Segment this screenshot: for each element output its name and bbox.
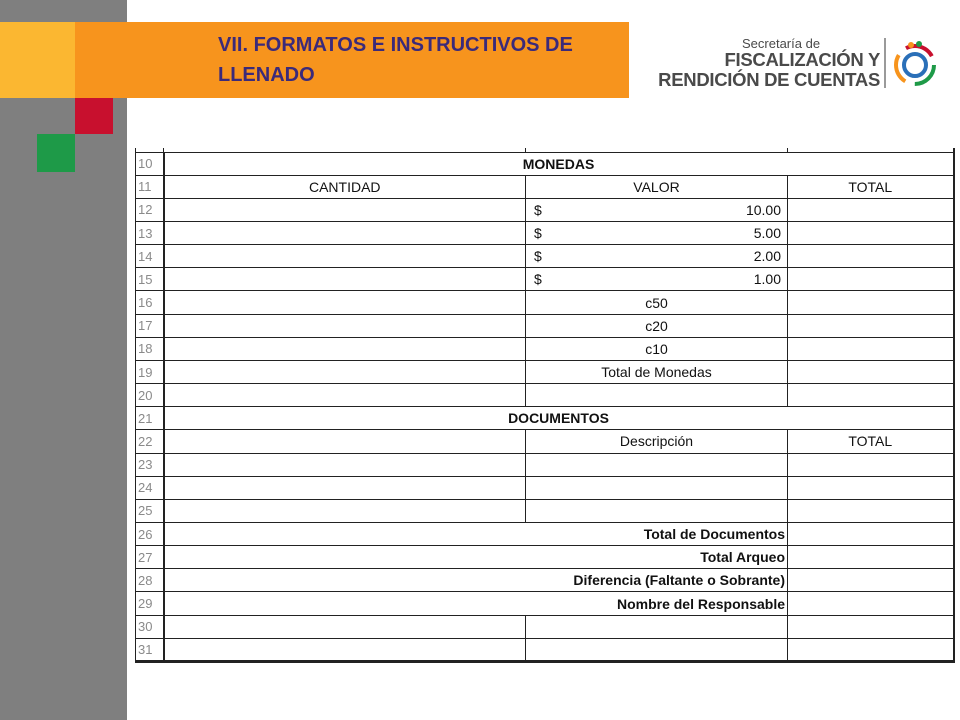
monedas-header: MONEDAS [164, 152, 954, 175]
table-row [136, 245, 954, 268]
descripcion-cell[interactable] [526, 453, 788, 476]
table-row [136, 268, 954, 291]
row-number: 25 [136, 499, 164, 522]
col-total-header: TOTAL [788, 430, 954, 453]
document-cell[interactable] [164, 499, 526, 522]
cantidad-cell[interactable] [164, 245, 526, 268]
total-documentos-cell[interactable] [788, 523, 954, 546]
diferencia-label: Diferencia (Faltante o Sobrante) [164, 569, 788, 592]
table-row [136, 384, 954, 407]
row-number: 26 [136, 523, 164, 546]
diferencia-cell[interactable] [788, 569, 954, 592]
total-cell[interactable] [788, 499, 954, 522]
logo-line-3: RENDICIÓN DE CUENTAS [658, 69, 880, 90]
cantidad-cell[interactable] [164, 198, 526, 221]
total-documentos-label: Total de Documentos [164, 523, 788, 546]
total-cell[interactable] [788, 314, 954, 337]
decor-square-yellow [0, 22, 75, 98]
row-number: 31 [136, 638, 164, 661]
valor-cell [526, 198, 788, 221]
empty-cell[interactable] [788, 638, 954, 661]
table-row [136, 291, 954, 314]
col-descripcion-header: Descripción [526, 430, 788, 453]
coin-value: 2.00 [753, 248, 781, 265]
empty-cell[interactable] [164, 638, 526, 661]
circular-emblem-icon [890, 38, 940, 88]
currency-symbol: $ [534, 271, 542, 288]
total-monedas-cell[interactable] [788, 360, 954, 383]
row-number: 17 [136, 314, 164, 337]
logo-separator [884, 38, 886, 88]
table-row [136, 407, 954, 430]
cantidad-cell[interactable] [164, 337, 526, 360]
empty-cell[interactable] [788, 615, 954, 638]
descripcion-cell[interactable] [526, 476, 788, 499]
table-row [136, 360, 954, 383]
empty-cell[interactable] [526, 615, 788, 638]
logo-line-1: Secretaría de [742, 36, 821, 51]
total-monedas-label: Total de Monedas [526, 360, 788, 383]
valor-cell [526, 268, 788, 291]
total-cell[interactable] [788, 453, 954, 476]
empty-cell[interactable] [526, 638, 788, 661]
empty-cell [788, 384, 954, 407]
row-number: 14 [136, 245, 164, 268]
col-valor-header: VALOR [526, 175, 788, 198]
empty-cell [164, 430, 526, 453]
total-cell[interactable] [788, 245, 954, 268]
row-number: 16 [136, 291, 164, 314]
cantidad-cell[interactable] [164, 221, 526, 244]
row-number: 10 [136, 152, 164, 175]
row-number: 12 [136, 198, 164, 221]
total-cell[interactable] [788, 337, 954, 360]
table-row [136, 592, 954, 615]
table-row [136, 430, 954, 453]
total-cell[interactable] [788, 476, 954, 499]
total-cell[interactable] [788, 198, 954, 221]
row-number: 18 [136, 337, 164, 360]
table-row [136, 221, 954, 244]
table-row [136, 314, 954, 337]
documentos-header: DOCUMENTOS [164, 407, 954, 430]
nombre-responsable-label: Nombre del Responsable [164, 592, 788, 615]
logo-line-2: FISCALIZACIÓN Y [724, 49, 880, 70]
row-number: 19 [136, 360, 164, 383]
cantidad-cell[interactable] [164, 314, 526, 337]
cantidad-cell[interactable] [164, 268, 526, 291]
currency-symbol: $ [534, 201, 542, 218]
table-row [136, 175, 954, 198]
total-arqueo-label: Total Arqueo [164, 546, 788, 569]
coin-value: 1.00 [753, 271, 781, 288]
table-row [136, 499, 954, 522]
cantidad-cell[interactable] [164, 291, 526, 314]
table-row [136, 152, 954, 175]
empty-cell[interactable] [164, 615, 526, 638]
cash-count-table [135, 148, 955, 663]
document-cell[interactable] [164, 453, 526, 476]
coin-value: 5.00 [753, 225, 781, 242]
empty-cell [164, 384, 526, 407]
slide-title: VII. FORMATOS E INSTRUCTIVOS DE LLENADO [218, 34, 573, 86]
table-row [136, 569, 954, 592]
valor-cell [526, 221, 788, 244]
row-number: 13 [136, 221, 164, 244]
cent-value: c20 [526, 314, 788, 337]
nombre-responsable-cell[interactable] [788, 592, 954, 615]
table-row [136, 198, 954, 221]
table-row [136, 615, 954, 638]
empty-cell [164, 360, 526, 383]
document-cell[interactable] [164, 476, 526, 499]
row-number: 27 [136, 546, 164, 569]
cent-value: c10 [526, 337, 788, 360]
decor-square-red [75, 98, 113, 134]
total-cell[interactable] [788, 268, 954, 291]
coin-value: 10.00 [745, 201, 781, 218]
table-row [136, 453, 954, 476]
row-number: 15 [136, 268, 164, 291]
row-number: 28 [136, 569, 164, 592]
row-number: 11 [136, 175, 164, 198]
currency-symbol: $ [534, 248, 542, 265]
table-row [136, 546, 954, 569]
table-row [136, 523, 954, 546]
logo [644, 34, 944, 94]
table-row [136, 476, 954, 499]
descripcion-cell[interactable] [526, 499, 788, 522]
row-number: 30 [136, 615, 164, 638]
currency-symbol: $ [534, 225, 542, 242]
row-number: 20 [136, 384, 164, 407]
table-row [136, 638, 954, 661]
total-cell[interactable] [788, 221, 954, 244]
col-total-header: TOTAL [788, 175, 954, 198]
decor-square-green [37, 134, 75, 172]
empty-cell [526, 384, 788, 407]
row-number: 24 [136, 476, 164, 499]
total-arqueo-cell[interactable] [788, 546, 954, 569]
total-cell[interactable] [788, 291, 954, 314]
cent-value: c50 [526, 291, 788, 314]
valor-cell [526, 245, 788, 268]
row-number: 21 [136, 407, 164, 430]
row-number: 23 [136, 453, 164, 476]
table-row [136, 337, 954, 360]
col-cantidad-header: CANTIDAD [164, 175, 526, 198]
cash-count-sheet [135, 148, 953, 663]
row-number: 29 [136, 592, 164, 615]
row-number: 22 [136, 430, 164, 453]
